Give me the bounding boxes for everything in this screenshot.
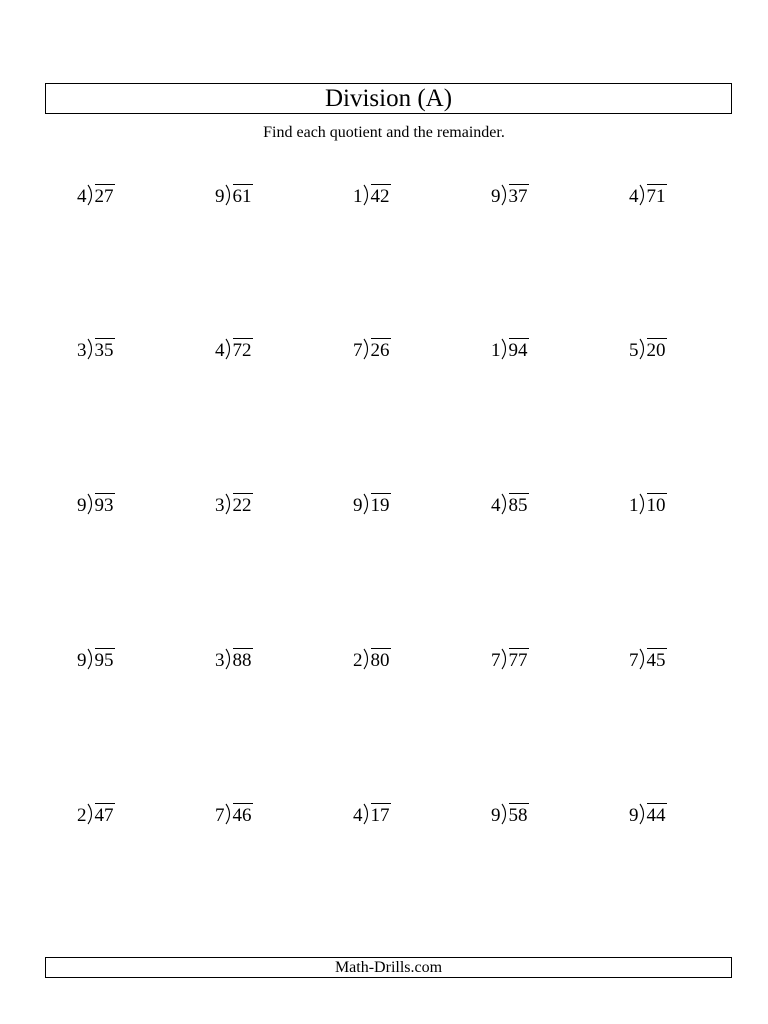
division-problem (491, 493, 529, 515)
long-division-bracket (639, 184, 647, 206)
division-problem (215, 184, 253, 206)
dividend: 26 (370, 340, 390, 361)
divisor: 7 (491, 650, 501, 671)
long-division-bracket (225, 648, 233, 670)
long-division-bracket (363, 338, 371, 360)
division-problem (629, 803, 667, 825)
division-problem (629, 338, 667, 360)
divisor: 9 (629, 805, 639, 826)
divisor: 9 (353, 495, 363, 516)
dividend: 77 (508, 650, 528, 671)
divisor: 4 (215, 340, 225, 361)
long-division-bracket (87, 184, 95, 206)
long-division-bracket (225, 803, 233, 825)
long-division-bracket (639, 493, 647, 515)
dividend: 95 (94, 650, 114, 671)
division-problem (353, 184, 391, 206)
worksheet-instructions: Find each quotient and the remainder. (263, 124, 505, 141)
dividend: 80 (370, 650, 390, 671)
dividend: 19 (370, 495, 390, 516)
division-problem (77, 493, 115, 515)
long-division-bracket (501, 338, 509, 360)
footer-text: Math-Drills.com (334, 958, 443, 976)
long-division-bracket (639, 803, 647, 825)
dividend: 93 (94, 495, 114, 516)
divisor: 5 (629, 340, 639, 361)
dividend: 20 (646, 340, 666, 361)
divisor: 4 (629, 186, 639, 207)
divisor: 3 (77, 340, 87, 361)
divisor: 1 (353, 186, 363, 207)
long-division-bracket (363, 493, 371, 515)
worksheet-footer (45, 957, 732, 978)
long-division-bracket (363, 648, 371, 670)
division-problem (629, 184, 667, 206)
division-problem (353, 803, 391, 825)
long-division-bracket (639, 648, 647, 670)
dividend: 27 (94, 186, 114, 207)
long-division-bracket (87, 493, 95, 515)
division-problem (629, 493, 667, 515)
division-problem (491, 648, 529, 670)
dividend: 94 (508, 340, 528, 361)
dividend: 45 (646, 650, 666, 671)
divisor: 3 (215, 650, 225, 671)
long-division-bracket (225, 493, 233, 515)
divisor: 2 (353, 650, 363, 671)
division-problem (629, 648, 667, 670)
dividend: 35 (94, 340, 114, 361)
divisor: 7 (215, 805, 225, 826)
divisor: 4 (77, 186, 87, 207)
long-division-bracket (87, 338, 95, 360)
divisor: 9 (491, 186, 501, 207)
dividend: 72 (232, 340, 252, 361)
long-division-bracket (87, 803, 95, 825)
division-problem (77, 803, 115, 825)
division-problem (215, 803, 253, 825)
long-division-bracket (501, 493, 509, 515)
dividend: 17 (370, 805, 390, 826)
long-division-bracket (501, 648, 509, 670)
long-division-bracket (363, 184, 371, 206)
long-division-bracket (225, 338, 233, 360)
long-division-bracket (363, 803, 371, 825)
dividend: 61 (232, 186, 252, 207)
division-problem (215, 648, 253, 670)
division-problem (77, 648, 115, 670)
divisor: 2 (77, 805, 87, 826)
dividend: 47 (94, 805, 114, 826)
divisor: 1 (491, 340, 501, 361)
worksheet-title-text: Division (A) (324, 85, 453, 112)
dividend: 22 (232, 495, 252, 516)
division-problem (491, 803, 529, 825)
divisor: 9 (77, 495, 87, 516)
divisor: 9 (215, 186, 225, 207)
division-problem (215, 338, 253, 360)
division-problem (77, 338, 115, 360)
division-problem (77, 184, 115, 206)
long-division-bracket (87, 648, 95, 670)
dividend: 37 (508, 186, 528, 207)
divisor: 9 (77, 650, 87, 671)
division-problem (215, 493, 253, 515)
dividend: 42 (370, 186, 390, 207)
long-division-bracket (501, 803, 509, 825)
divisor: 7 (353, 340, 363, 361)
divisor: 1 (629, 495, 639, 516)
dividend: 58 (508, 805, 528, 826)
divisor: 7 (629, 650, 639, 671)
dividend: 88 (232, 650, 252, 671)
division-problem (353, 648, 391, 670)
divisor: 3 (215, 495, 225, 516)
dividend: 44 (646, 805, 666, 826)
dividend: 85 (508, 495, 528, 516)
division-problem (353, 338, 391, 360)
divisor: 4 (491, 495, 501, 516)
divisor: 9 (491, 805, 501, 826)
long-division-bracket (639, 338, 647, 360)
divisor: 4 (353, 805, 363, 826)
dividend: 10 (646, 495, 666, 516)
division-problem (491, 184, 529, 206)
long-division-bracket (501, 184, 509, 206)
division-problem (491, 338, 529, 360)
dividend: 71 (646, 186, 666, 207)
division-problem (353, 493, 391, 515)
long-division-bracket (225, 184, 233, 206)
dividend: 46 (232, 805, 252, 826)
